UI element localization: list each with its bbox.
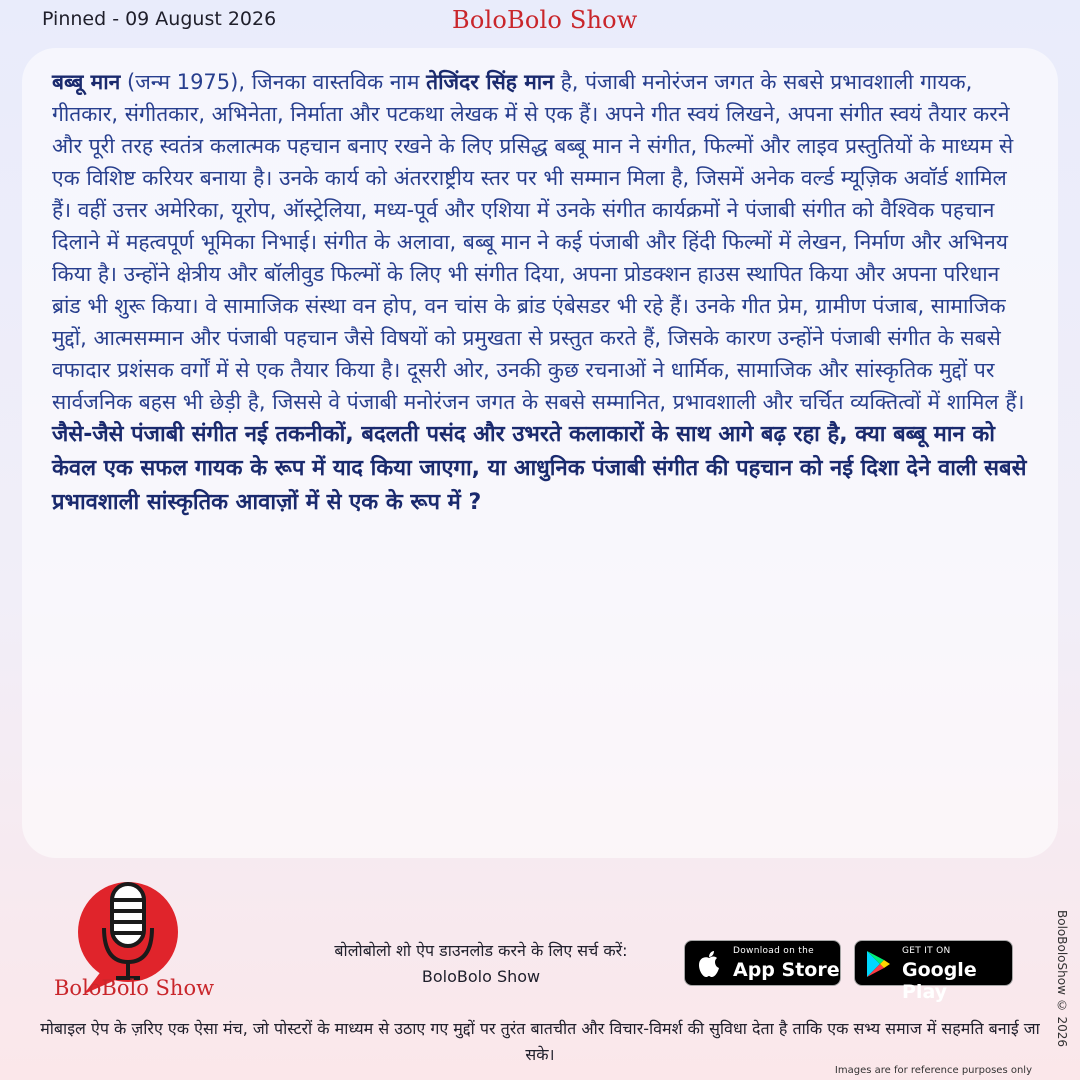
copyright: BoloBoloShow © 2026 (1055, 910, 1069, 1048)
article-name: बब्बू मान (52, 70, 121, 94)
top-bar (0, 0, 1080, 44)
app-store-small-text: Download on the (733, 946, 814, 956)
article-body (52, 66, 1028, 418)
app-store-label: App Store (733, 959, 840, 981)
logo-text: BoloBolo Show (54, 976, 215, 1000)
disclaimer: Images are for reference purposes only (834, 1065, 1032, 1076)
promo-line-2: BoloBolo Show (421, 967, 541, 986)
promo-line-1: बोलोबोलो शो ऐप डाउनलोड करने के लिए सर्च करें: (334, 941, 628, 960)
article-question: जैसे-जैसे पंजाबी संगीत नई तकनीकों, बदलती पसंद और उभरते कलाकारों के साथ आगे बढ़ रहा है, क्या बब्बू मान को केवल एक सफल गायक के रूप में याद किया जाएगा, या आधुनिक पंजाबी संगीत की पहचान को नई दिशा देने वाली सबसे प्रभावशाली सांस्कृतिक आवाज़ों में से एक के रूप में ? (52, 422, 1027, 515)
google-play-button[interactable] (854, 940, 1013, 1003)
google-play-icon (865, 950, 891, 978)
apple-icon (697, 950, 721, 978)
brand-title: BoloBolo Show (452, 6, 638, 34)
article-born: (जन्म 1975), जिनका वास्तविक नाम (120, 70, 427, 94)
google-play-label: Google Play (902, 959, 977, 1003)
article-real-name: तेजिंदर सिंह मान (426, 70, 554, 94)
bottom-note: मोबाइल ऐप के ज़रिए एक ऐसा मंच, जो पोस्टरों के माध्यम से उठाए गए मुद्दों पर तुरंत बातचीत और विचार-विमर्श की सुविधा देता है ताकि एक सभ्य समाज में सहमति बनाई जा सके। (40, 1019, 1040, 1064)
google-play-small-text: GET IT ON (902, 946, 951, 956)
app-promo (296, 938, 666, 990)
article-card (22, 48, 1058, 858)
app-store-button[interactable] (684, 940, 841, 986)
article-text: है, पंजाबी मनोरंजन जगत के सबसे प्रभावशाली गायक, गीतकार, संगीतकार, अभिनेता, निर्माता और पटकथा लेखक में से एक हैं। अपने गीत स्वयं लिखने, अपना संगीत स्वयं तैयार करने और पूरी तरह स्वतंत्र कलात्मक पहचान बनाए रखने के लिए प्रसिद्ध बब्बू मान ने संगीत, फिल्मों और लाइव प्रस्तुतियों के माध्यम से एक विशिष्ट करियर बनाया है। उनके कार्य को अंतरराष्ट्रीय स्तर पर भी सम्मान मिला है, जिसमें अनेक वर्ल्ड म्यूज़िक अवॉर्ड शामिल हैं। वहीं उत्तर अमेरिका, यूरोप, ऑस्ट्रेलिया, मध्य-पूर्व और एशिया में उनके संगीत कार्यक्रमों ने पंजाबी संगीत को वैश्विक पहचान दिलाने में महत्वपूर्ण भूमिका निभाई। संगीत के अलावा, बब्बू मान ने कई पंजाबी और हिंदी फिल्मों में लेखन, निर्माण और अभिनय किया है। उन्होंने क्षेत्रीय और बॉलीवुड फिल्मों के लिए भी संगीत दिया, अपना प्रोडक्शन हाउस स्थापित किया और अपना परिधान ब्रांड भी शुरू किया। वे सामाजिक संस्था वन होप, वन चांस के ब्रांड एंबेसडर भी रहे हैं। उनके गीत प्रेम, ग्रामीण पंजाब, सामाजिक मुद्दों, आत्मसम्मान और पंजाबी पहचान जैसे विषयों को प्रमुखता से प्रस्तुत करते हैं, जिसके कारण उन्होंने पंजाबी संगीत के सबसे वफादार प्रशंसक वर्गों में से एक तैयार किया है। दूसरी ओर, उनकी कुछ रचनाओं ने धार्मिक, सामाजिक और सांस्कृतिक मुद्दों पर सार्वजनिक बहस भी छेड़ी है, जिससे वे पंजाबी मनोरंजन जगत के सबसे सम्मानित, प्रभावशाली और चर्चित व्यक्तित्वों में शामिल हैं। (52, 70, 1025, 414)
pinned-date: Pinned - 09 August 2026 (42, 8, 277, 30)
